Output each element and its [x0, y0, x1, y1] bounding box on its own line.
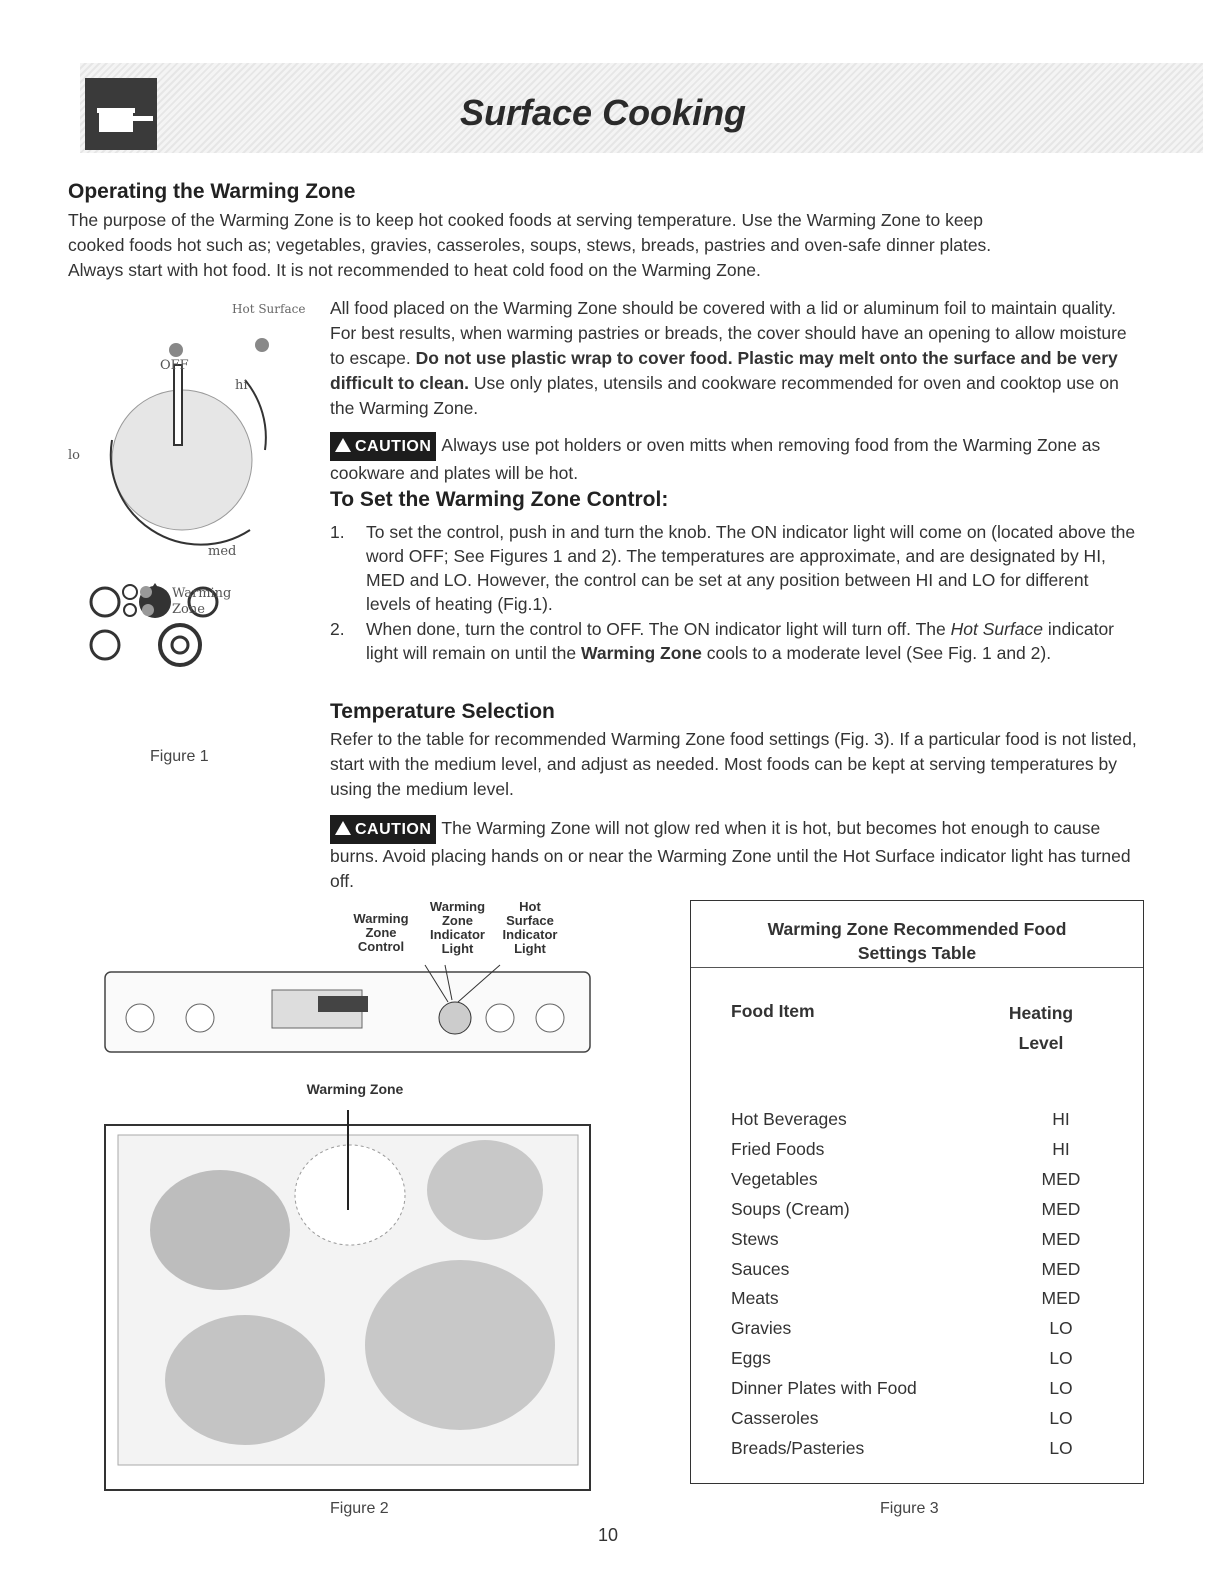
food-item: Stews [731, 1228, 779, 1249]
food-item: Soups (Cream) [731, 1198, 850, 1219]
figure-3-caption: Figure 3 [880, 1500, 939, 1517]
off-label: OFF [160, 358, 189, 373]
step-text-part: When done, turn the control to OFF. The ON indicator light will turn off. The [366, 619, 951, 639]
food-item: Dinner Plates with Food [731, 1378, 917, 1399]
intro-line-1: The purpose of the Warming Zone is to keep hot cooked foods at serving temperature. Use the Warming Zone to keep [68, 210, 984, 230]
callout-warming-zone-indicator: Warming Zone Indicator Light [429, 899, 486, 956]
table-row [731, 1378, 1131, 1408]
table-row [731, 1348, 1131, 1378]
warming-knob-diagram [60, 290, 320, 710]
section-heading-temperature: Temperature Selection [330, 700, 555, 723]
heating-level: HI [1052, 1109, 1070, 1129]
para-text-2: Use only plates, utensils and cookware recommended for oven and cooktop use on the Warming Zone. [330, 373, 1119, 418]
pan-icon [85, 78, 157, 150]
table-row [731, 1199, 1131, 1229]
heating-level: MED [1041, 1258, 1081, 1279]
step-text [366, 617, 1141, 665]
section-heading-operating: Operating the Warming Zone [68, 180, 356, 203]
table-title-line-2: Settings Table [857, 943, 977, 963]
warming-settings-table [690, 900, 1144, 1484]
step-1 [330, 520, 1140, 620]
table-row [731, 1318, 1131, 1348]
table-row [731, 1169, 1131, 1199]
page-number: 10 [598, 1525, 619, 1545]
zone-label: Zone [172, 602, 205, 617]
warming-zone-label: Warming Zone [306, 1081, 404, 1097]
table-row [731, 1438, 1131, 1468]
food-item: Gravies [731, 1318, 792, 1339]
warning-triangle-icon [335, 821, 351, 835]
caution-badge [330, 815, 436, 844]
column-header-food: Food Item [731, 1001, 815, 1021]
food-item: Meats [731, 1288, 779, 1309]
page-title: Surface Cooking [460, 92, 747, 133]
intro-line-3: Always start with hot food. It is not recommended to heat cold food on the Warming Zone. [68, 260, 761, 280]
on-indicator-light [169, 343, 183, 357]
section-heading-set-control: To Set the Warming Zone Control: [330, 488, 669, 511]
caution-badge [330, 432, 436, 461]
para-text: All food placed on the Warming Zone should be covered with a lid or aluminum foil to maintain quality. For best results, when warming pastries or breads, the cover should have an opening to allow moisture to escape. [330, 298, 1127, 368]
step-text-italic: Hot Surface [950, 619, 1043, 639]
step-text: To set the control, push in and turn the knob. The ON indicator light will come on (located above the word OFF; See Figures 1 and 2). The temperatures are approximate, and are designated by HI, MED and LO. However, the control can be set at any position between HI and LO for different levels of heating (Fig.1). [366, 522, 1136, 614]
heating-level: MED [1041, 1198, 1081, 1219]
caution-paragraph-2 [330, 815, 1135, 894]
heating-level: LO [1049, 1318, 1073, 1339]
table-row [731, 1288, 1131, 1318]
heating-level: LO [1049, 1408, 1073, 1428]
warming-label: Warming [172, 586, 232, 601]
table-header [691, 901, 1143, 968]
food-item: Eggs [731, 1348, 771, 1369]
step-2 [330, 617, 1140, 692]
heating-level: LO [1049, 1378, 1073, 1399]
table-row [731, 1109, 1131, 1139]
food-item: Sauces [731, 1258, 790, 1279]
callout-warming-zone-control: Warming Zone Control [353, 911, 409, 954]
heating-level: MED [1041, 1288, 1081, 1309]
food-item: Hot Beverages [731, 1109, 847, 1129]
para-warning-bold: Do not use plastic wrap to cover food. Plastic may melt onto the surface and be very difficult to clean. [330, 348, 1118, 393]
heating-level: LO [1049, 1348, 1073, 1369]
warming-zone-paragraph [330, 296, 1135, 421]
figure-2-caption: Figure 2 [330, 1500, 389, 1517]
column-header-level-2: Level [1018, 1033, 1064, 1053]
hot-surface-indicator-light [255, 338, 269, 352]
step-text-part: cools to a moderate level (See Fig. 1 and 2). [701, 643, 1052, 663]
food-item: Vegetables [731, 1168, 818, 1189]
caution-text-1: Always use pot holders or oven mitts when removing food from the Warming Zone as cookware and plates will be hot. [330, 435, 1101, 483]
figure-1-caption: Figure 1 [150, 748, 209, 765]
heating-level: LO [1049, 1437, 1073, 1458]
table-title-line-1: Warming Zone Recommended Food [767, 919, 1067, 939]
hot-surface-label: Hot Surface [232, 302, 306, 316]
table-row [731, 1229, 1131, 1259]
step-number: 2. [330, 619, 345, 639]
heating-level: MED [1041, 1168, 1081, 1189]
hi-label: hi [235, 378, 248, 393]
step-text-part: indicator light will remain on until the [366, 619, 1115, 663]
table-row [731, 1259, 1131, 1289]
med-label: med [208, 544, 237, 559]
column-header-level-1: Heating [1008, 1003, 1074, 1023]
temperature-paragraph: Refer to the table for recommended Warming Zone food settings (Fig. 3). If a particular food is not listed, start with the medium level, and adjust as needed. Most foods can be kept at serving temperatures by using the medium level. [330, 729, 1137, 799]
caution-paragraph-1 [330, 432, 1135, 486]
figure-2 [100, 960, 595, 1500]
heating-level: MED [1041, 1228, 1081, 1249]
caution-text-2: The Warming Zone will not glow red when it is hot, but becomes hot enough to cause burns. Avoid placing hands on or near the Warming Zone until the Hot Surface indicator light has turned off. [330, 818, 1131, 891]
warning-triangle-icon [335, 438, 351, 452]
callout-hot-surface-indicator: Hot Surface Indicator Light [502, 899, 558, 956]
food-item: Fried Foods [731, 1138, 825, 1159]
figure-1 [60, 290, 320, 765]
lo-label: lo [68, 448, 80, 463]
step-number: 1. [330, 522, 345, 542]
table-row [731, 1408, 1131, 1438]
caution-label: CAUTION [355, 438, 432, 455]
heating-level: HI [1052, 1138, 1070, 1159]
food-item: Casseroles [731, 1408, 819, 1428]
caution-label: CAUTION [355, 821, 432, 838]
intro-line-2: cooked foods hot such as; vegetables, gravies, casseroles, soups, stews, breads, pastries and oven-safe dinner plates. [68, 235, 992, 255]
food-item: Breads/Pasteries [731, 1437, 865, 1458]
table-row [731, 1139, 1131, 1169]
step-text-bold: Warming Zone [580, 643, 702, 663]
